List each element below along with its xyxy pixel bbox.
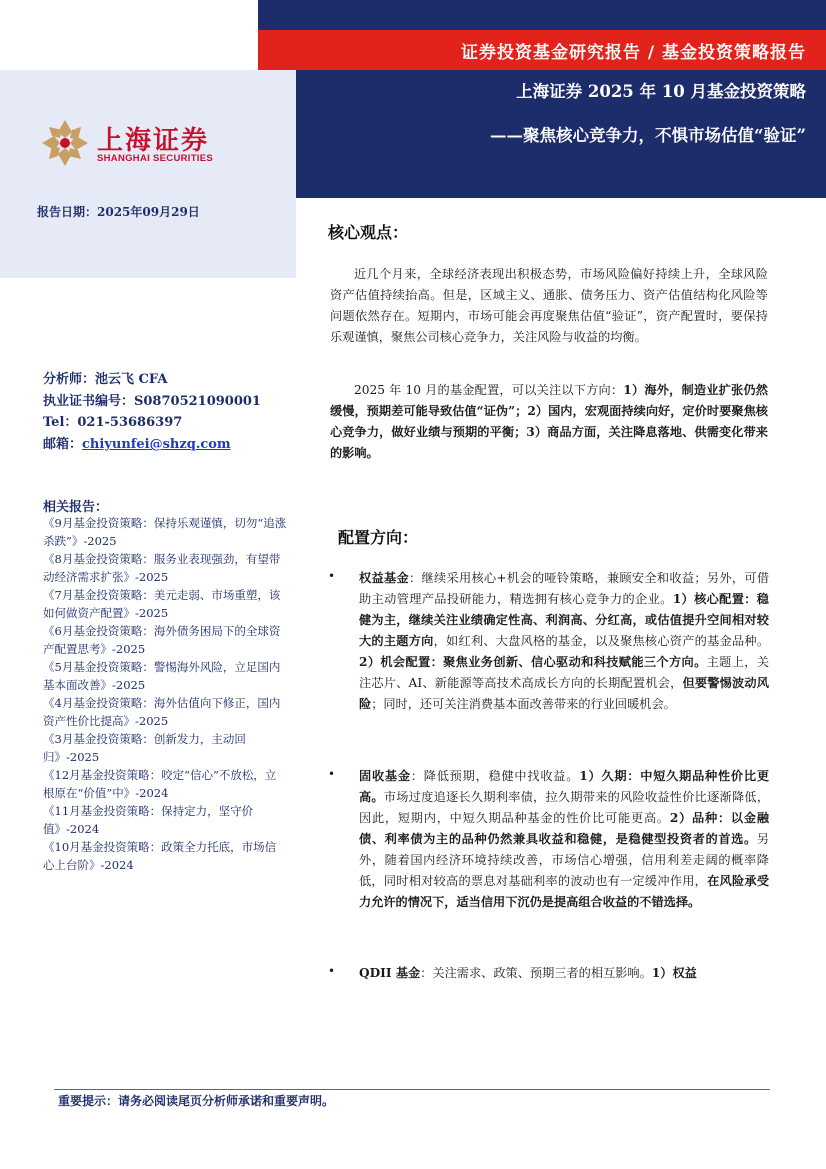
bullet-icon: • (328, 767, 336, 781)
equity-opportunity-allocation: 2）机会配置：聚焦业务创新、信心驱动和科技赋能三个方向。 (359, 655, 707, 669)
fixed-income-label: 固收基金 (359, 769, 411, 783)
core-view-paragraph-1: 近几个月来，全球经济表现出积极态势，市场风险偏好持续上升，全球风险资产估值持续抬高。但是，区域主义、通胀、债务压力、资产估值结构化风险等问题依然存在。短期内，市场可能会再度聚焦估值“验证”，资产配置时，要保持乐观谨慎，聚焦公司核心竞争力，关注风险与收益的均衡。 (330, 267, 768, 344)
related-report-item[interactable]: 《12月基金投资策略：咬定“信心”不放松，立根原在“价值”中》-2024 (43, 768, 277, 800)
fixed-credit-conclusion: 在风险承受力允许的情况下，适当信用下沉仍是提高组合收益的不错选择。 (359, 874, 770, 909)
analyst-license: 执业证书编号：S0870521090001 (43, 394, 261, 409)
report-subtitle: ——聚焦核心竞争力，不惧市场估值“验证” (490, 126, 806, 145)
qdii-equity: 1）权益 (651, 966, 697, 980)
left-info-panel (0, 70, 296, 278)
equity-risk-warning: 但要警惕波动风险 (359, 676, 769, 711)
core-view-paragraph-2 (330, 380, 768, 464)
analyst-name: 分析师：池云飞 CFA (43, 372, 168, 387)
para2-directions: 1）海外，制造业扩张仍然缓慢，预期差可能导致估值“证伪”；2）国内，宏观面持续向好，定价时要聚焦核心竞争力，做好业绩与预期的平衡；3）商品方面，关注降息落地、供需变化带来的影响。 (330, 383, 768, 460)
related-report-item[interactable]: 《4月基金投资策略：海外估值向下修正，国内资产性价比提高》-2025 (43, 696, 281, 728)
qdii-label: QDII 基金 (359, 966, 421, 980)
equity-text-2: ，如红利、大盘风格的基金，以及聚焦核心资产的基金品种。 (433, 634, 770, 648)
fixed-text-1: ：降低预期，稳健中找收益。 (410, 769, 580, 783)
company-name-cn: 上海证券 (97, 126, 210, 156)
related-report-item[interactable]: 《6月基金投资策略：海外债务困局下的全球资产配置思考》-2025 (43, 624, 281, 656)
bullet-icon: • (328, 569, 336, 583)
footer-note: 重要提示：请务必阅读尾页分析师承诺和重要声明。 (58, 1094, 335, 1108)
related-report-item[interactable]: 《10月基金投资策略：政策全力托底，市场信心上台阶》-2024 (43, 840, 277, 872)
qdii-fund-section (359, 963, 769, 984)
equity-text-1: ：继续采用核心+机会的哑铃策略，兼顾安全和收益；另外，可借助主动管理产品投研能力，精选拥有核心竞争力的企业。 (359, 571, 770, 606)
related-report-item[interactable]: 《9月基金投资策略：保持乐观谨慎，切勿“追涨杀跌”》-2025 (43, 516, 287, 548)
report-category: 证券投资基金研究报告 / 基金投资策略报告 (460, 43, 806, 63)
config-direction-title: 配置方向： (338, 528, 419, 547)
analyst-tel: Tel：021-53686397 (43, 415, 183, 430)
fixed-income-fund-section (359, 766, 769, 913)
related-reports-title: 相关报告： (43, 500, 109, 515)
related-report-item[interactable]: 《8月基金投资策略：服务业表现强劲，有望带动经济需求扩张》-2025 (43, 552, 281, 584)
company-logo-icon (40, 118, 90, 168)
related-report-item[interactable]: 《3月基金投资策略：创新发力，主动回归》-2025 (43, 732, 246, 764)
fixed-variety: 2）品种：以金融债、利率债为主的品种仍然兼具收益和稳健，是稳健型投资者的首选。 (359, 811, 770, 846)
related-report-item[interactable]: 《7月基金投资策略：美元走弱、市场重塑，该如何做资产配置》-2025 (43, 588, 281, 620)
fixed-text-3: 另外，随着国内经济环境持续改善，市场信心增强，信用利差走阔的概率降低，同时相对较高的票息对基础利率的波动也有一定缓冲作用， (359, 832, 769, 888)
email-link[interactable]: chiyunfei@shzq.com (82, 437, 231, 452)
report-date: 报告日期：2025年09月29日 (37, 205, 200, 219)
report-title: 上海证券 2025 年 10 月基金投资策略 (516, 82, 806, 101)
related-report-item[interactable]: 《5月基金投资策略：警惕海外风险，立足国内基本面改善》-2025 (43, 660, 281, 692)
footer-divider (54, 1089, 770, 1090)
header-category-band (258, 30, 826, 70)
related-reports-list (43, 514, 287, 874)
company-name-en: SHANGHAI SECURITIES (97, 153, 214, 164)
email-label: 邮箱： (43, 437, 83, 452)
header-top-band (258, 0, 826, 30)
qdii-text-1: ：关注需求、政策、预期三者的相互影响。 (420, 966, 652, 980)
related-report-item[interactable]: 《11月基金投资策略：保持定力，坚守价值》-2024 (43, 804, 254, 836)
equity-fund-label: 权益基金 (359, 571, 409, 585)
core-view-title: 核心观点： (328, 223, 409, 242)
equity-fund-section (359, 568, 769, 715)
equity-text-4: ；同时，还可关注消费基本面改善带来的行业回暖机会。 (371, 697, 676, 711)
analyst-email-row (43, 433, 231, 452)
fixed-text-2: 市场过度追逐长久期利率债，拉久期带来的风险收益性价比逐渐降低，因此，短期内，中短久期品种基金的性价比可能更高。 (359, 790, 770, 825)
equity-core-allocation: 1）核心配置：稳健为主，继续关注业绩确定性高、利润高、分红高，或估值提升空间相对较大的主题方向 (359, 592, 769, 648)
equity-text-3: 主题上，关注芯片、AI、新能源等高技术高成长方向的长期配置机会， (359, 655, 770, 690)
para2-intro: 2025 年 10 月的基金配置，可以关注以下方向： (354, 383, 624, 397)
fixed-duration: 1）久期：中短久期品种性价比更高。 (359, 769, 770, 804)
bullet-icon: • (328, 964, 336, 978)
